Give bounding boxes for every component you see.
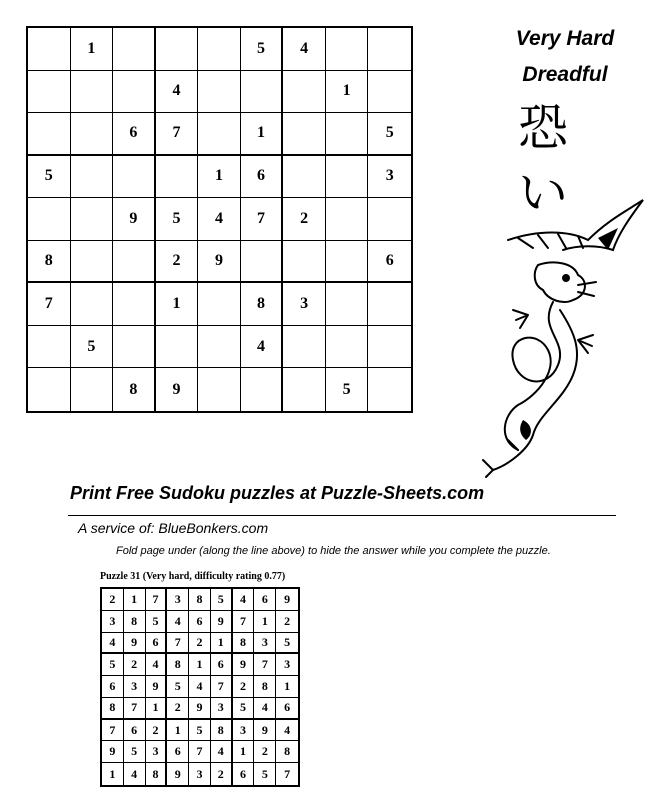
puzzle-cell (368, 283, 411, 326)
puzzle-cell (71, 113, 114, 156)
answer-cell: 3 (146, 741, 168, 763)
puzzle-cell: 2 (283, 198, 326, 241)
answer-cell: 7 (124, 698, 146, 720)
answer-cell: 2 (254, 741, 276, 763)
puzzle-cell (326, 28, 369, 71)
puzzle-cell (198, 368, 241, 411)
answer-cell: 4 (276, 720, 298, 742)
puzzle-cell (283, 113, 326, 156)
puzzle-cell: 6 (368, 241, 411, 284)
answer-cell: 8 (233, 633, 255, 655)
answer-cell: 2 (189, 633, 211, 655)
answer-cell: 8 (189, 589, 211, 611)
answer-cell: 2 (276, 611, 298, 633)
answer-cell: 9 (233, 654, 255, 676)
puzzle-cell (28, 71, 71, 114)
answer-cell: 8 (146, 763, 168, 785)
answer-cell: 9 (189, 698, 211, 720)
answer-cell: 5 (146, 611, 168, 633)
answer-cell: 1 (167, 720, 189, 742)
answer-cell: 8 (211, 720, 233, 742)
kanji-character-1: 恐 (518, 99, 568, 157)
puzzle-cell: 8 (241, 283, 284, 326)
answer-cell: 7 (102, 720, 124, 742)
answer-cell: 2 (211, 763, 233, 785)
answer-cell: 7 (189, 741, 211, 763)
promo-text: Print Free Sudoku puzzles at Puzzle-Sheets.com (70, 483, 485, 503)
puzzle-cell (28, 28, 71, 71)
answer-cell: 3 (233, 720, 255, 742)
answer-cell: 9 (167, 763, 189, 785)
puzzle-cell: 3 (368, 156, 411, 199)
puzzle-cell (368, 368, 411, 411)
answer-cell: 8 (254, 676, 276, 698)
puzzle-cell (198, 113, 241, 156)
puzzle-cell: 8 (113, 368, 156, 411)
answer-cell: 9 (124, 633, 146, 655)
dragon-illustration-icon (478, 190, 648, 480)
answer-cell: 4 (102, 633, 124, 655)
puzzle-cell: 6 (241, 156, 284, 199)
puzzle-cell (113, 326, 156, 369)
answer-cell: 5 (211, 589, 233, 611)
fold-line (68, 515, 616, 516)
answer-cell: 2 (146, 720, 168, 742)
puzzle-cell (71, 198, 114, 241)
puzzle-cell (71, 283, 114, 326)
puzzle-cell: 8 (28, 241, 71, 284)
answer-cell: 8 (124, 611, 146, 633)
answer-cell: 2 (233, 676, 255, 698)
answer-cell: 1 (189, 654, 211, 676)
puzzle-cell: 7 (156, 113, 199, 156)
puzzle-cell: 1 (71, 28, 114, 71)
puzzle-cell (113, 156, 156, 199)
puzzle-cell: 3 (283, 283, 326, 326)
puzzle-cell (283, 368, 326, 411)
puzzle-cell (326, 241, 369, 284)
puzzle-cell (198, 283, 241, 326)
answer-cell: 3 (189, 763, 211, 785)
answer-cell: 6 (211, 654, 233, 676)
answer-cell: 3 (167, 589, 189, 611)
answer-cell: 6 (102, 676, 124, 698)
answer-cell: 5 (276, 633, 298, 655)
puzzle-cell (241, 241, 284, 284)
answer-cell: 3 (276, 654, 298, 676)
puzzle-cell (198, 71, 241, 114)
puzzle-cell (326, 156, 369, 199)
answer-cell: 4 (167, 611, 189, 633)
answer-cell: 2 (167, 698, 189, 720)
answer-cell: 4 (233, 589, 255, 611)
puzzle-cell (113, 241, 156, 284)
puzzle-cell (326, 113, 369, 156)
puzzle-cell (368, 198, 411, 241)
answer-cell: 7 (211, 676, 233, 698)
answer-cell: 6 (233, 763, 255, 785)
puzzle-cell: 4 (283, 28, 326, 71)
answer-cell: 1 (146, 698, 168, 720)
puzzle-cell: 7 (28, 283, 71, 326)
puzzle-cell: 1 (156, 283, 199, 326)
sudoku-puzzle-grid (26, 26, 413, 413)
puzzle-cell: 5 (71, 326, 114, 369)
puzzle-cell (113, 28, 156, 71)
fold-instruction: Fold page under (along the line above) to hide the answer while you complete the puzzle. (116, 545, 551, 557)
puzzle-cell (71, 156, 114, 199)
answer-cell: 6 (146, 633, 168, 655)
puzzle-cell (71, 241, 114, 284)
puzzle-cell (113, 283, 156, 326)
answer-cell: 1 (124, 589, 146, 611)
answer-cell: 4 (254, 698, 276, 720)
answer-cell: 5 (167, 676, 189, 698)
answer-cell: 6 (276, 698, 298, 720)
puzzle-cell (28, 113, 71, 156)
answer-cell: 3 (211, 698, 233, 720)
sudoku-answer-grid (100, 587, 300, 787)
puzzle-cell (156, 326, 199, 369)
puzzle-cell: 5 (28, 156, 71, 199)
puzzle-cell (241, 71, 284, 114)
puzzle-cell: 1 (241, 113, 284, 156)
answer-cell: 4 (211, 741, 233, 763)
answer-cell: 9 (254, 720, 276, 742)
answer-cell: 5 (124, 741, 146, 763)
answer-cell: 9 (146, 676, 168, 698)
puzzle-cell (156, 28, 199, 71)
difficulty-label: Very Hard (515, 27, 615, 50)
puzzle-cell: 1 (198, 156, 241, 199)
puzzle-cell: 4 (198, 198, 241, 241)
puzzle-cell: 4 (156, 71, 199, 114)
answer-cell: 4 (189, 676, 211, 698)
puzzle-cell (28, 368, 71, 411)
answer-cell: 7 (254, 654, 276, 676)
answer-cell: 7 (284, 766, 291, 781)
puzzle-cell (241, 368, 284, 411)
puzzle-cell (198, 326, 241, 369)
puzzle-cell: 5 (156, 198, 199, 241)
puzzle-cell: 5 (368, 113, 411, 156)
puzzle-cell (28, 326, 71, 369)
answer-cell: 5 (102, 654, 124, 676)
answer-cell: 4 (124, 763, 146, 785)
answer-cell: 7 (233, 611, 255, 633)
answer-cell: 9 (211, 611, 233, 633)
answer-cell: 7 (167, 633, 189, 655)
puzzle-cell (283, 71, 326, 114)
puzzle-cell (198, 28, 241, 71)
answer-cell: 6 (254, 589, 276, 611)
kanji-character-2: い (518, 164, 568, 222)
puzzle-cell (28, 198, 71, 241)
puzzle-cell (283, 326, 326, 369)
puzzle-cell: 9 (156, 368, 199, 411)
puzzle-cell: 7 (241, 198, 284, 241)
puzzle-cell: 9 (198, 241, 241, 284)
answer-cell: 8 (102, 698, 124, 720)
service-credit: A service of: BlueBonkers.com (78, 520, 269, 536)
answer-cell: 9 (276, 589, 298, 611)
answer-cell: 1 (102, 763, 124, 785)
answer-cell: 6 (167, 741, 189, 763)
puzzle-cell (368, 71, 411, 114)
puzzle-cell (326, 326, 369, 369)
answer-cell: 2 (124, 654, 146, 676)
answer-cell: 1 (211, 633, 233, 655)
answer-cell: 1 (233, 741, 255, 763)
puzzle-cell (71, 71, 114, 114)
puzzle-cell (283, 156, 326, 199)
puzzle-cell: 2 (156, 241, 199, 284)
puzzle-cell (368, 326, 411, 369)
answer-cell: 4 (146, 654, 168, 676)
puzzle-cell (71, 368, 114, 411)
answer-cell: 6 (189, 611, 211, 633)
puzzle-cell (156, 156, 199, 199)
puzzle-cell (368, 28, 411, 71)
puzzle-cell (113, 71, 156, 114)
answer-cell: 8 (276, 741, 298, 763)
answer-cell: 8 (167, 654, 189, 676)
answer-cell: 3 (124, 676, 146, 698)
answer-cell: 3 (102, 611, 124, 633)
answer-cell: 1 (254, 611, 276, 633)
puzzle-cell (326, 283, 369, 326)
answer-cell: 5 (189, 720, 211, 742)
puzzle-cell: 4 (241, 326, 284, 369)
answer-cell: 2 (102, 589, 124, 611)
answer-cell: 6 (124, 720, 146, 742)
answer-cell: 3 (254, 633, 276, 655)
puzzle-cell: 1 (326, 71, 369, 114)
puzzle-cell (326, 198, 369, 241)
answer-cell: 5 (254, 763, 276, 785)
answer-title: Puzzle 31 (Very hard, difficulty rating 0.77) (100, 571, 286, 582)
answer-cell: 7 (146, 589, 168, 611)
puzzle-cell (283, 241, 326, 284)
difficulty-subtitle: Dreadful (522, 63, 608, 86)
puzzle-cell: 5 (241, 28, 284, 71)
answer-cell: 5 (233, 698, 255, 720)
answer-cell: 9 (102, 741, 124, 763)
answer-cell: 1 (276, 676, 298, 698)
puzzle-cell: 5 (326, 368, 369, 411)
puzzle-cell: 9 (113, 198, 156, 241)
puzzle-cell: 6 (113, 113, 156, 156)
